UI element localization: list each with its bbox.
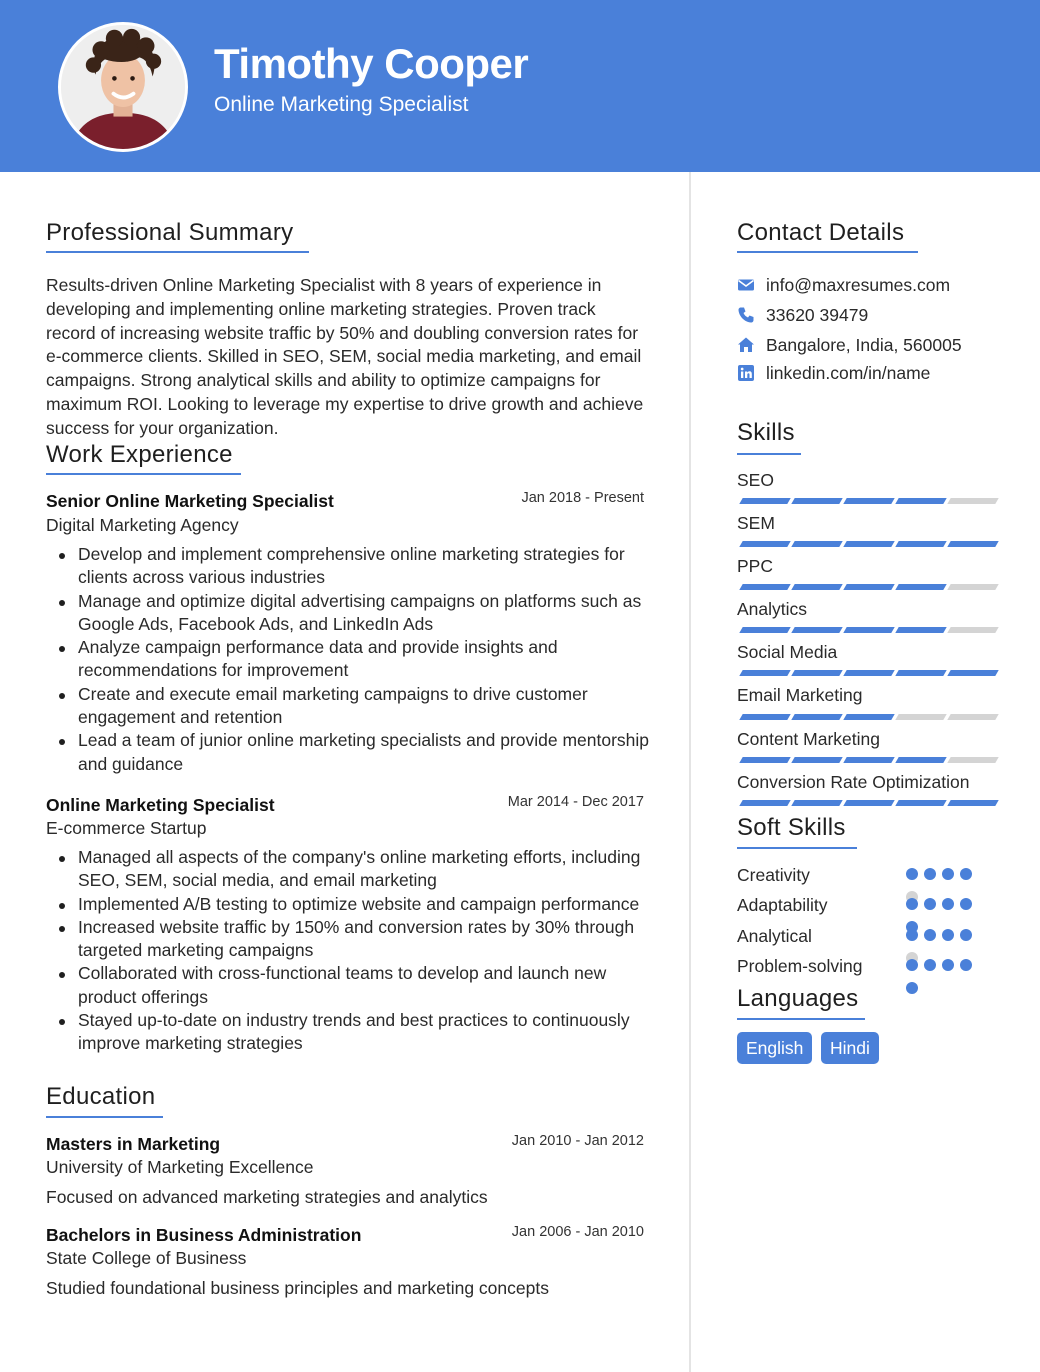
- profile-photo-image: [61, 25, 185, 149]
- soft-skills-heading-underline: [737, 847, 857, 849]
- languages-heading: Languages: [737, 985, 859, 1012]
- soft-skills-heading: Soft Skills: [737, 814, 846, 841]
- skill-level-segment: [947, 670, 998, 676]
- skill-level-segment: [791, 757, 842, 763]
- skill-level-segment: [947, 800, 998, 806]
- skill-level-segment: [843, 541, 894, 547]
- skill-level-segment: [739, 714, 790, 720]
- education-description: Focused on advanced marketing strategies and analytics: [46, 1187, 488, 1207]
- skill-level-segment: [843, 584, 894, 590]
- rating-dot: [960, 929, 972, 941]
- language-badge: English: [737, 1032, 812, 1064]
- job-bullet: Implemented A/B testing to optimize website and campaign performance: [46, 893, 650, 916]
- skill-level-segment: [791, 498, 842, 504]
- language-badge: Hindi: [821, 1032, 879, 1064]
- skill-name: Conversion Rate Optimization: [737, 772, 970, 792]
- candidate-title: Online Marketing Specialist: [214, 93, 469, 116]
- rating-dot: [942, 898, 954, 910]
- summary-text: Results-driven Online Marketing Specialist with 8 years of experience in developing and implementing online marketing strategies. Proven track record of increasing website traffic by 50% and doubling conversion rates for e-commerce clients. Skilled in SEO, SEM, social media marketing, and email campaigns. Strong analytical skills and ability to optimize campaigns for maximum ROI. Looking to leverage my expertise to drive growth and achieve success for your organization.: [46, 275, 644, 438]
- education-heading: Education: [46, 1083, 156, 1110]
- skill-name: Social Media: [737, 642, 838, 662]
- skill-level-segment: [843, 800, 894, 806]
- rating-dot: [960, 959, 972, 971]
- skill-name: Content Marketing: [737, 729, 880, 749]
- skill-name: Email Marketing: [737, 685, 863, 705]
- job-bullet: Create and execute email marketing campaigns to drive customer engagement and retention: [46, 683, 650, 730]
- skill-level-segment: [895, 541, 946, 547]
- rating-dot: [942, 959, 954, 971]
- education-school: University of Marketing Excellence: [46, 1157, 314, 1177]
- profile-photo: [58, 22, 188, 152]
- soft-skill-rating: [906, 959, 978, 995]
- rating-dot: [906, 959, 918, 971]
- skill-level-segment: [895, 714, 946, 720]
- skill-level-segment: [895, 757, 946, 763]
- skill-level-segment: [739, 800, 790, 806]
- education-dates: Jan 2010 - Jan 2012: [511, 1133, 644, 1149]
- skill-name: PPC: [737, 556, 773, 576]
- job-bullet: Stayed up-to-date on industry trends and best practices to continuously improve marketing strategies: [46, 1009, 650, 1056]
- rating-dot: [924, 868, 936, 880]
- rating-dot: [924, 959, 936, 971]
- skill-level-segment: [739, 498, 790, 504]
- job-company: E-commerce Startup: [46, 818, 207, 838]
- skill-level-segment: [843, 627, 894, 633]
- education-heading-underline: [46, 1116, 163, 1118]
- rating-dot: [942, 929, 954, 941]
- resume-header: [0, 0, 1040, 172]
- contact-linkedin[interactable]: linkedin.com/in/name: [766, 363, 931, 383]
- skill-name: Analytics: [737, 599, 808, 619]
- skill-level-segment: [843, 757, 894, 763]
- job-bullet: Manage and optimize digital advertising campaigns on platforms such as Google Ads, Facebook Ads, and LinkedIn Ads: [46, 590, 650, 637]
- skills-heading-underline: [737, 453, 801, 455]
- skill-level-bar: [737, 541, 993, 547]
- education-degree: Bachelors in Business Administration: [46, 1225, 362, 1245]
- skill-name: SEO: [737, 470, 774, 490]
- skill-level-segment: [791, 627, 842, 633]
- rating-dot: [960, 868, 972, 880]
- skill-level-bar: [737, 584, 993, 590]
- rating-dot: [906, 898, 918, 910]
- skill-level-segment: [947, 757, 998, 763]
- contact-heading-underline: [737, 251, 918, 253]
- job-bullet: Managed all aspects of the company's online marketing efforts, including SEO, SEM, social media, and email marketing: [46, 846, 650, 893]
- job-title: Online Marketing Specialist: [46, 795, 275, 815]
- skill-level-bar: [737, 627, 993, 633]
- skill-level-segment: [947, 627, 998, 633]
- skill-level-segment: [843, 670, 894, 676]
- rating-dot: [942, 868, 954, 880]
- skill-level-segment: [947, 498, 998, 504]
- job-dates: Mar 2014 - Dec 2017: [507, 794, 644, 810]
- skill-level-segment: [739, 670, 790, 676]
- job-company: Digital Marketing Agency: [46, 515, 239, 535]
- job-bullet: Lead a team of junior online marketing specialists and provide mentorship and guidance: [46, 729, 650, 776]
- column-divider: [689, 172, 691, 1372]
- summary-heading: Professional Summary: [46, 219, 294, 246]
- skill-level-segment: [791, 800, 842, 806]
- job-bullet: Increased website traffic by 150% and conversion rates by 30% through targeted marketing campaigns: [46, 916, 650, 963]
- skill-level-segment: [947, 584, 998, 590]
- skill-level-segment: [895, 670, 946, 676]
- skill-level-segment: [791, 714, 842, 720]
- job-bullets: [46, 543, 650, 776]
- rating-dot: [924, 898, 936, 910]
- skill-level-segment: [791, 670, 842, 676]
- experience-heading-underline: [46, 473, 241, 475]
- languages-heading-underline: [737, 1018, 865, 1020]
- contact-email[interactable]: info@maxresumes.com: [766, 275, 951, 295]
- rating-dot: [924, 929, 936, 941]
- skill-level-segment: [895, 800, 946, 806]
- skill-level-segment: [739, 757, 790, 763]
- job-bullet: Collaborated with cross-functional teams to develop and launch new product offerings: [46, 962, 650, 1009]
- rating-dot: [906, 929, 918, 941]
- skill-name: SEM: [737, 513, 775, 533]
- candidate-name: Timothy Cooper: [214, 40, 529, 87]
- skill-level-bar: [737, 757, 993, 763]
- skill-level-segment: [791, 541, 842, 547]
- skill-level-segment: [895, 627, 946, 633]
- skill-level-bar: [737, 670, 993, 676]
- skill-level-segment: [843, 498, 894, 504]
- soft-skill-name: Adaptability: [737, 895, 828, 915]
- email-icon: [737, 276, 755, 294]
- skill-level-segment: [739, 541, 790, 547]
- phone-icon: [737, 306, 755, 324]
- experience-heading: Work Experience: [46, 441, 233, 468]
- contact-address: Bangalore, India, 560005: [766, 335, 962, 355]
- skill-level-bar: [737, 498, 993, 504]
- skill-level-segment: [895, 584, 946, 590]
- job-bullet: Develop and implement comprehensive online marketing strategies for clients across various industries: [46, 543, 650, 590]
- contact-heading: Contact Details: [737, 219, 905, 246]
- job-title: Senior Online Marketing Specialist: [46, 491, 334, 511]
- rating-dot: [906, 982, 918, 994]
- skills-heading: Skills: [737, 419, 795, 446]
- job-dates: Jan 2018 - Present: [521, 490, 644, 506]
- soft-skill-name: Creativity: [737, 865, 810, 885]
- skill-level-segment: [791, 584, 842, 590]
- skill-level-segment: [895, 498, 946, 504]
- skill-level-segment: [843, 714, 894, 720]
- rating-dot: [960, 898, 972, 910]
- skill-level-segment: [947, 541, 998, 547]
- soft-skill-name: Analytical: [737, 926, 812, 946]
- contact-phone[interactable]: 33620 39479: [766, 305, 869, 325]
- skill-level-bar: [737, 714, 993, 720]
- summary-heading-underline: [46, 251, 309, 253]
- education-dates: Jan 2006 - Jan 2010: [511, 1224, 644, 1240]
- skill-level-segment: [739, 584, 790, 590]
- education-description: Studied foundational business principles and marketing concepts: [46, 1278, 549, 1298]
- soft-skill-name: Problem-solving: [737, 956, 863, 976]
- skill-level-bar: [737, 800, 993, 806]
- job-bullet: Analyze campaign performance data and provide insights and recommendations for improvement: [46, 636, 650, 683]
- home-icon: [737, 336, 755, 354]
- linkedin-icon: [737, 364, 755, 382]
- education-school: State College of Business: [46, 1248, 247, 1268]
- skill-level-segment: [739, 627, 790, 633]
- job-bullets: [46, 846, 650, 1056]
- skill-level-segment: [947, 714, 998, 720]
- education-degree: Masters in Marketing: [46, 1134, 221, 1154]
- rating-dot: [906, 868, 918, 880]
